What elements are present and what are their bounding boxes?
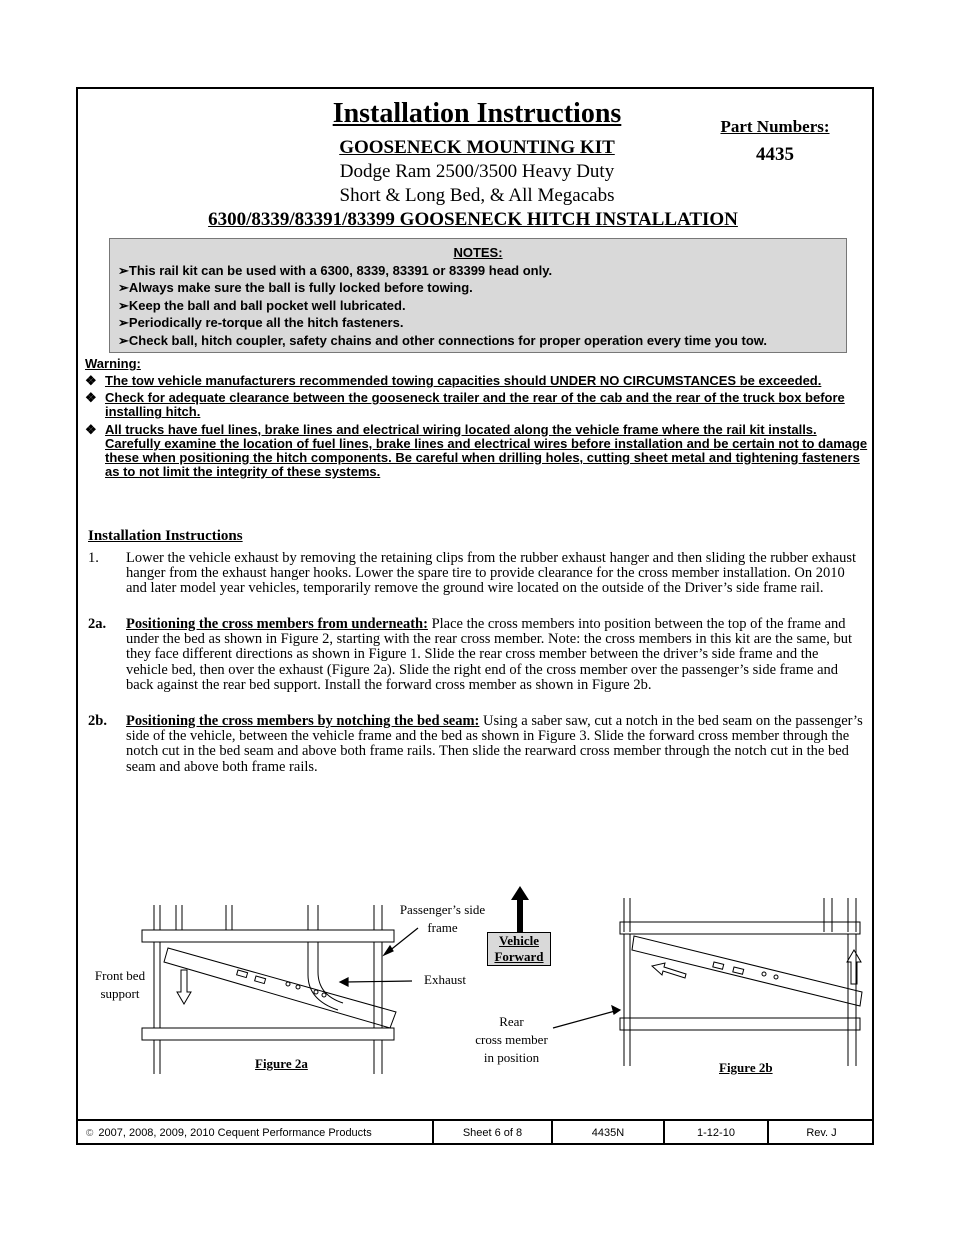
step-number: 2b. [88, 713, 107, 729]
warning-item: ❖ The tow vehicle manufacturers recommended towing capacities should UNDER NO CIRCUMSTANCES be exceeded. [85, 373, 822, 388]
arrow-bullet-icon: ➢ [118, 297, 129, 313]
footer-revision: Rev. J [806, 1127, 837, 1139]
hitch-line: 6300/8339/83391/83399 GOOSENECK HITCH INSTALLATION [208, 209, 738, 230]
diamond-bullet-icon: ❖ [85, 421, 97, 437]
kit-subtitle: GOOSENECK MOUNTING KIT [339, 137, 615, 158]
step-lead: Positioning the cross members by notching the bed seam: [126, 713, 480, 729]
instructions-heading: Installation Instructions [88, 528, 243, 544]
figure-2a-caption: Figure 2a [255, 1056, 308, 1071]
footer-date: 1-12-10 [665, 1121, 769, 1145]
arrow-bullet-icon: ➢ [118, 263, 129, 278]
part-number: 4435 [756, 144, 794, 165]
footer-sheet: Sheet 6 of 8 [434, 1121, 553, 1145]
vehicle-line-1: Dodge Ram 2500/3500 Heavy Duty [339, 161, 615, 182]
footer-copyright: © 2007, 2008, 2009, 2010 Cequent Performance Products [76, 1121, 434, 1145]
diamond-bullet-icon: ❖ [85, 373, 97, 388]
step-lead: Positioning the cross members from underneath: [126, 616, 428, 632]
footer-table [76, 1119, 874, 1145]
step-number: 1. [88, 550, 99, 566]
arrow-bullet-icon: ➢ [118, 280, 129, 296]
warning-item: ❖ All trucks have fuel lines, brake lines and electrical wiring located along the vehicle frame where the rail kit installs. Carefully examine the location of fuel lines, brake lines and electrical wires before installation and be certain not to damage these when positioning the hitch components. Be careful when drilling holes, cutting sheet metal and tightening fasteners as to not limit the integrity of these systems. [85, 421, 868, 480]
notes-item: ➢Check ball, hitch coupler, safety chains and other connections for proper operation every time you tow. [118, 332, 768, 348]
diamond-bullet-icon: ❖ [85, 390, 97, 406]
exhaust-label: Exhaust [424, 972, 466, 987]
notes-item: ➢Periodically re-torque all the hitch fasteners. [118, 315, 404, 331]
figure-2b-caption: Figure 2b [719, 1060, 773, 1075]
copyright-icon: © [86, 1127, 94, 1139]
vehicle-forward-label: Vehicle Forward [487, 932, 551, 966]
step-text: Lower the vehicle exhaust by removing the retaining clips from the rubber exhaust hanger and then sliding the rubber exhaust hanger from the exhaust hanger hooks. Lower the spare tire to provide clearance for the cross member installation. On 2010 and later model year vehicles, temporarily remove the ground wire located on the outside of the Driver’s side frame rail. [126, 550, 857, 597]
arrow-bullet-icon: ➢ [118, 315, 129, 331]
part-numbers-label: Part Numbers: [720, 117, 830, 136]
arrow-bullet-icon: ➢ [118, 332, 129, 348]
step-number: 2a. [88, 616, 107, 632]
footer-doc-number: 4435N [553, 1121, 665, 1145]
notes-item: ➢Keep the ball and ball pocket well lubricated. [118, 297, 406, 313]
vehicle-line-2: Short & Long Bed, & All Megacabs [339, 185, 615, 206]
front-bed-support-label: Front bed support [94, 968, 146, 1001]
rear-cross-member-label: Rear cross member in position [475, 1014, 548, 1065]
passenger-frame-label: Passenger’s side frame [399, 902, 486, 935]
page-title: Installation Instructions [332, 98, 622, 129]
step-text: Place the cross members into position between the top of the frame and under the bed as shown in Figure 2, starting with the rear cross member. Note: the cross members in this kit are the same, but they face different directions as shown in Figure 1. Slide the rear cross member between the driver’s side frame and the vehicle bed, then over the exhaust (Figure 2a). Slide the right end of the cross member over the passenger’s side frame and back against the rear bed support. Install the forward cross member as shown in Figure 2b. [126, 616, 853, 693]
step-text: Using a saber saw, cut a notch in the bed seam on the passenger’s side of the vehicle, between the vehicle frame and the bed as shown in Figure 3. Slide the forward cross member through the notch cut in the bed seam and above both frame rails. Then slide the rearward cross member through the notch cut in the bed seam and above both frame rails. [126, 713, 863, 775]
notes-heading: NOTES: [453, 245, 503, 260]
warning-item: ❖ Check for adequate clearance between the gooseneck trailer and the rear of the cab and the rear of the truck box before installing hitch. [85, 390, 845, 420]
notes-item: ➢This rail kit can be used with a 6300, 8339, 83391 or 83399 head only. [118, 263, 553, 278]
warning-heading: Warning: [85, 356, 141, 371]
notes-item: ➢Always make sure the ball is fully locked before towing. [118, 280, 473, 296]
